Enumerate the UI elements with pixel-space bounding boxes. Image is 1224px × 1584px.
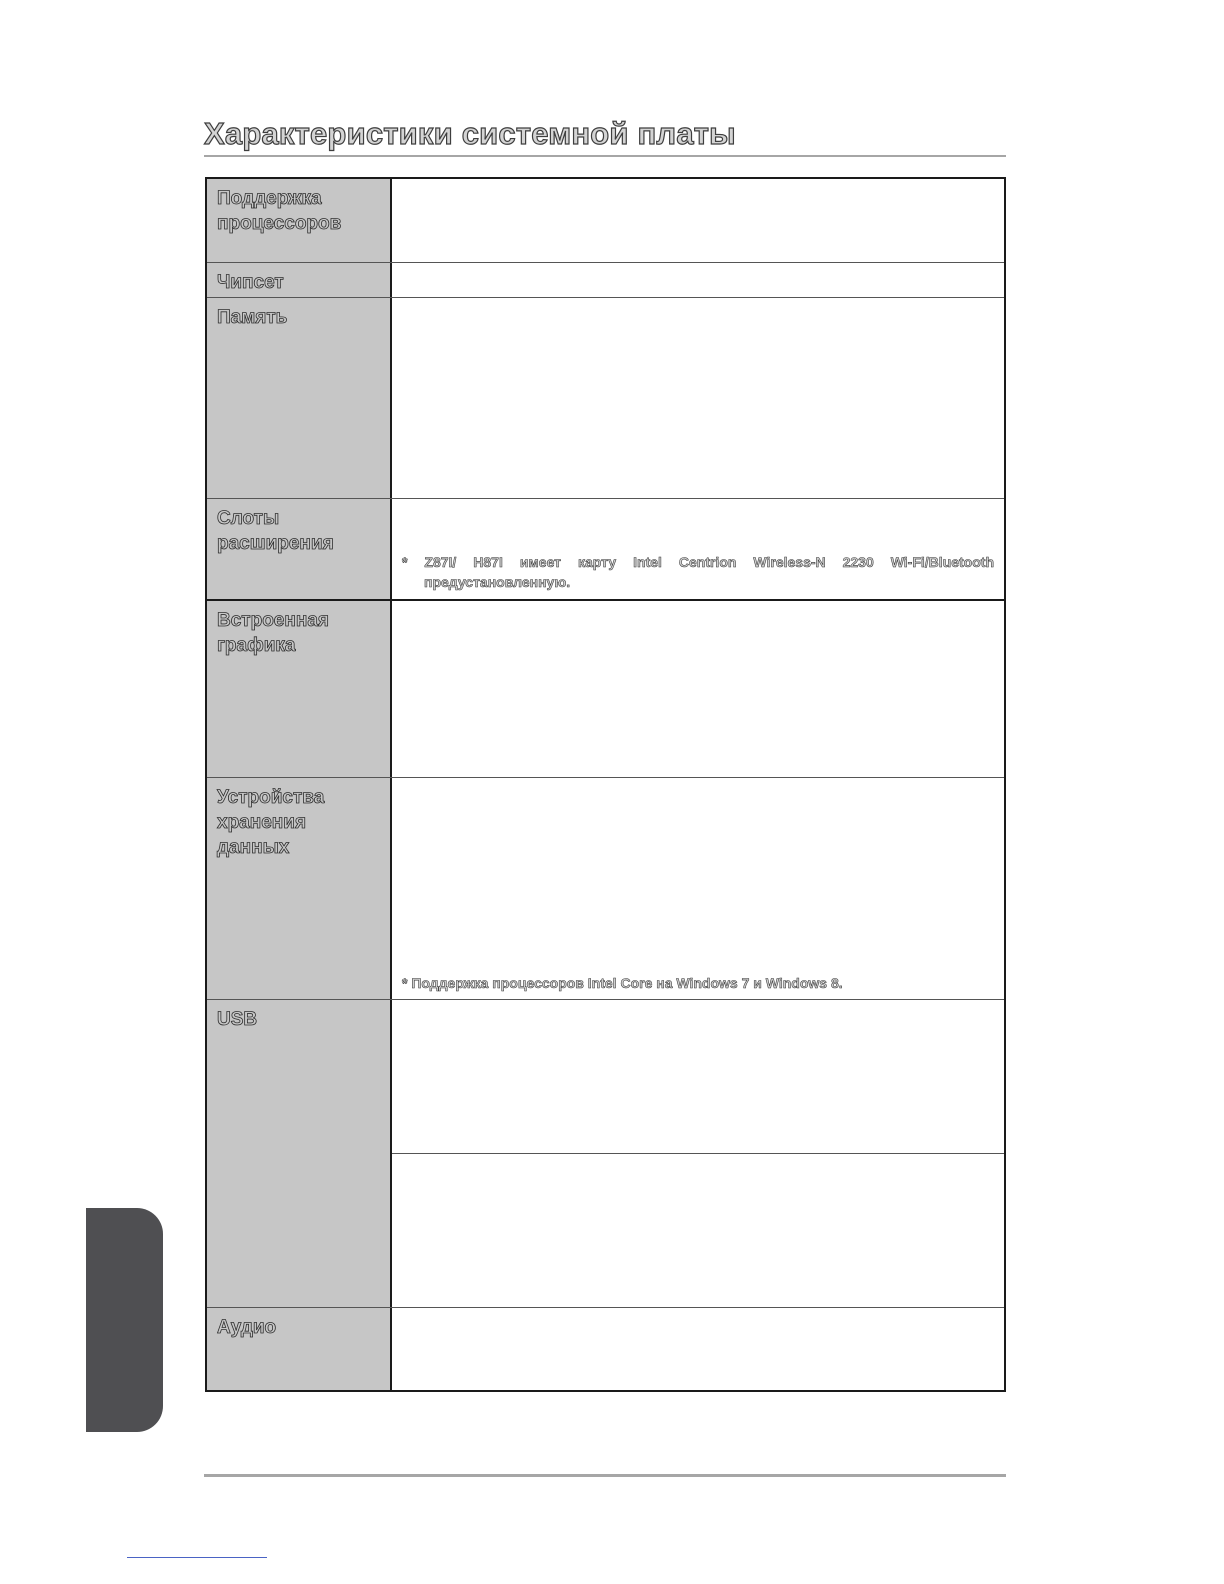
spec-label-cell [207, 179, 392, 262]
spec-label-expansion: Слоты расширения [217, 508, 334, 554]
spec-row-graphics [207, 601, 1004, 778]
spec-table [205, 177, 1006, 1392]
spec-row-expansion [207, 499, 1004, 601]
spec-label-cell [207, 1308, 392, 1390]
spec-row-usb [207, 1000, 1004, 1308]
spec-value-graphics [392, 601, 1004, 777]
footer-divider [204, 1474, 1006, 1477]
wifi-footnote-line1: * Z87I/ H87I имеет карту Intel Centrion Wireless-N 2230 Wi-Fi/Bluetooth [402, 554, 994, 570]
spec-label-graphics: Встроенная графика [217, 610, 329, 656]
spec-label-cell [207, 1000, 392, 1307]
spec-label-cell [207, 601, 392, 777]
wifi-footnote-line2: предустановленную. [424, 574, 571, 590]
usb-subcell-bottom [392, 1153, 1004, 1307]
spec-label-memory: Память [217, 307, 288, 328]
spec-row-chipset [207, 263, 1004, 298]
storage-footnote: * Поддержка процессоров Intel Core на Windows 7 и Windows 8. [402, 975, 843, 991]
spec-value-expansion [392, 499, 1004, 599]
spec-label-cell [207, 778, 392, 999]
spec-row-cpu [207, 179, 1004, 263]
spec-label-cell [207, 499, 392, 599]
spec-row-storage [207, 778, 1004, 1000]
page-title: Характеристики системной платы [204, 116, 736, 151]
spec-value-chipset [392, 263, 1004, 297]
title-divider [204, 155, 1006, 157]
spec-label-chipset: Чипсет [217, 272, 284, 293]
spec-label-storage: Устройства хранения данных [217, 787, 325, 858]
usb-subcell-top [392, 1000, 1004, 1153]
spec-label-cell [207, 263, 392, 297]
spec-value-usb [392, 1000, 1004, 1307]
spec-row-audio [207, 1308, 1004, 1390]
spec-row-memory [207, 298, 1004, 499]
spec-label-cpu: Поддержка процессоров [217, 188, 342, 234]
chapter-side-tab [86, 1208, 163, 1432]
spec-label-cell [207, 298, 392, 498]
spec-value-audio [392, 1308, 1004, 1390]
wifi-footnote [402, 552, 994, 592]
spec-value-storage [392, 778, 1004, 999]
spec-value-memory [392, 298, 1004, 498]
spec-label-usb: USB [217, 1009, 258, 1030]
link-underline [127, 1557, 267, 1558]
spec-value-cpu [392, 179, 1004, 262]
spec-label-audio: Аудио [217, 1317, 277, 1338]
